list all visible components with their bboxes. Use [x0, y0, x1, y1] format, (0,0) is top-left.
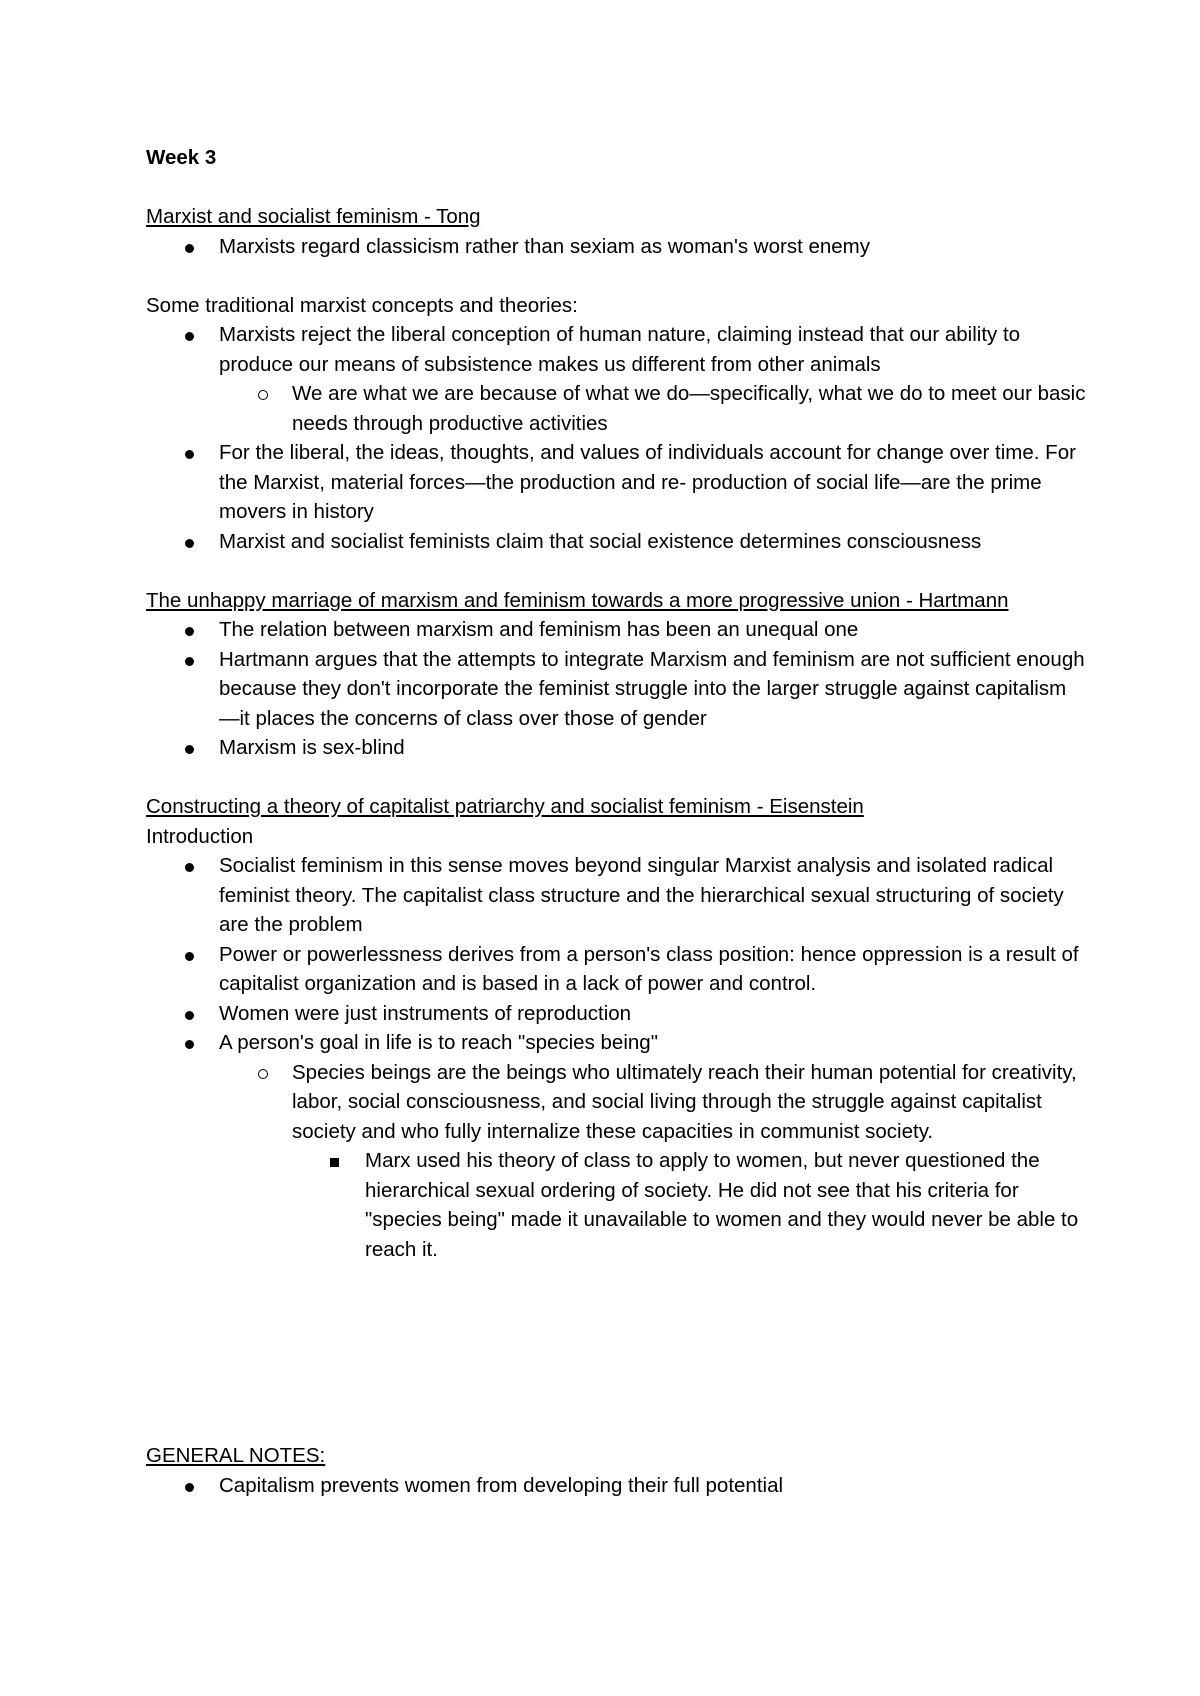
bullet-disc-icon	[185, 733, 194, 763]
section-heading-hartmann: The unhappy marriage of marxism and feminism towards a more progressive union - Hartmann	[146, 588, 1009, 612]
bullet-disc-icon	[185, 1471, 194, 1501]
bullet-list	[146, 320, 1086, 556]
section-heading-general-notes: GENERAL NOTES:	[146, 1444, 326, 1467]
list-item-text: The relation between marxism and feminism has been an unequal one	[219, 618, 859, 641]
bullet-disc-icon	[185, 940, 194, 970]
list-item-text: We are what we are because of what we do—specifically, what we do to meet our basic needs through productive activities	[292, 382, 1086, 435]
list-item	[146, 1471, 1086, 1501]
section-heading-eisenstein: Constructing a theory of capitalist patriarchy and socialist feminism - Eisenstein	[146, 795, 864, 818]
page-title: Week 3	[146, 146, 217, 169]
bullet-list	[146, 851, 1086, 1264]
list-item-text: Marx used his theory of class to apply to women, but never questioned the hierarchical sexual ordering of society. He did not see that his criteria for "species being" made it unavailable to women and they would never be able to reach it.	[365, 1149, 1079, 1261]
list-item	[146, 379, 1086, 438]
list-item	[146, 1058, 1086, 1147]
list-item	[146, 438, 1086, 527]
bullet-disc-icon	[185, 999, 194, 1029]
list-item	[146, 999, 1086, 1029]
list-item	[146, 645, 1086, 734]
list-item-text: For the liberal, the ideas, thoughts, and values of individuals account for change over time. For the Marxist, material forces—the production and re- production of social life—are the prime movers in history	[219, 441, 1076, 523]
bullet-disc-icon	[185, 320, 194, 350]
bullet-disc-icon	[185, 527, 194, 557]
list-item-text: Marxists regard classicism rather than sexiam as woman's worst enemy	[219, 234, 871, 258]
list-item	[146, 232, 1086, 262]
list-item	[146, 320, 1086, 379]
list-item	[146, 615, 1086, 645]
list-item-text: Marxists reject the liberal conception of human nature, claiming instead that our ability to produce our means of subsistence makes us different from other animals	[219, 323, 1021, 376]
bullet-disc-icon	[185, 615, 194, 645]
list-item-text: Capitalism prevents women from developing their full potential	[219, 1473, 784, 1497]
list-item-text: Species beings are the beings who ultimately reach their human potential for creativity, labor, social consciousness, and social living through the struggle against capitalist society and who fully internalize these capacities in communist society.	[292, 1060, 1077, 1143]
bullet-disc-icon	[185, 232, 194, 262]
list-item-text: Power or powerlessness derives from a person's class position: hence oppression is a result of capitalist organization and is based in a lack of power and control.	[219, 942, 1079, 995]
bullet-list	[146, 232, 1086, 262]
section-heading-tong: Marxist and socialist feminism - Tong	[146, 205, 481, 228]
list-item	[146, 851, 1086, 940]
bullet-disc-icon	[185, 645, 194, 675]
section-subheading-introduction: Introduction	[146, 824, 254, 848]
bullet-circle-icon	[258, 379, 268, 409]
bullet-disc-icon	[185, 438, 194, 468]
bullet-square-icon	[330, 1146, 339, 1176]
bullet-circle-icon	[258, 1058, 268, 1088]
list-item-text: Socialist feminism in this sense moves beyond singular Marxist analysis and isolated radical feminist theory. The capitalist class structure and the hierarchical sexual structuring of society are the problem	[219, 854, 1064, 936]
list-item	[146, 940, 1086, 999]
bullet-list	[146, 1471, 1086, 1501]
list-item	[146, 527, 1086, 557]
list-item-text: Hartmann argues that the attempts to integrate Marxism and feminism are not sufficient enough because they don't incorporate the feminist struggle into the larger struggle against capitalism—it places the concerns of class over those of gender	[219, 647, 1085, 730]
list-item-text: A person's goal in life is to reach "species being"	[219, 1031, 658, 1054]
list-item-text: Marxism is sex-blind	[219, 736, 405, 759]
section-intro-concepts: Some traditional marxist concepts and theories:	[146, 293, 578, 317]
document-page	[146, 143, 1086, 1500]
list-item	[146, 733, 1086, 763]
bullet-disc-icon	[185, 1028, 194, 1058]
list-item-text: Women were just instruments of reproduction	[219, 1001, 632, 1025]
bullet-disc-icon	[185, 851, 194, 881]
list-item-text: Marxist and socialist feminists claim that social existence determines consciousness	[219, 529, 982, 553]
list-item	[146, 1028, 1086, 1058]
bullet-list	[146, 615, 1086, 763]
list-item	[146, 1146, 1086, 1264]
